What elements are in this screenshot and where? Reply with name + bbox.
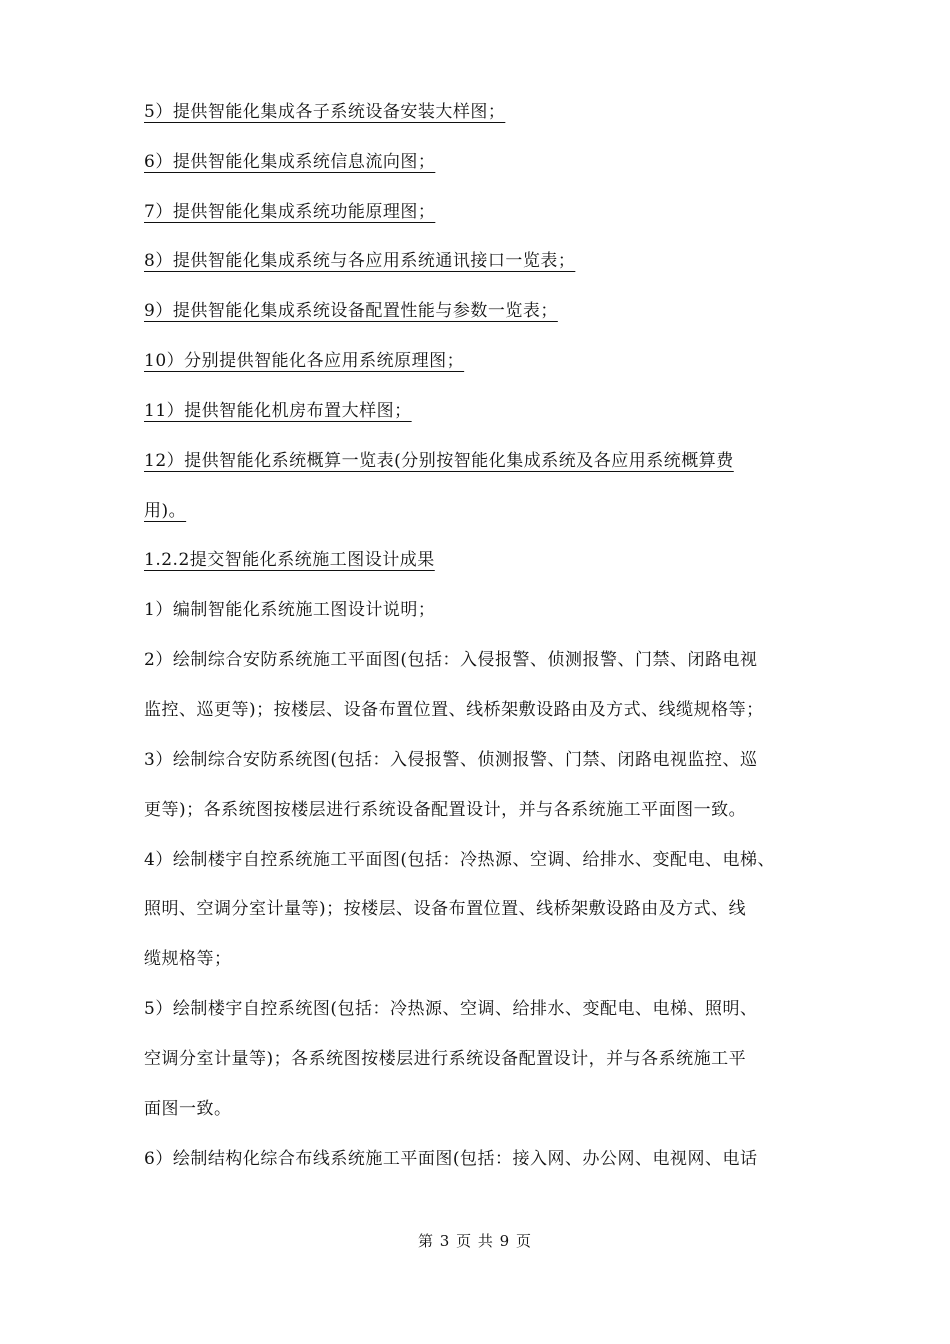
body-line-8: 缆规格等； — [144, 949, 232, 969]
body-line-1: 1）编制智能化系统施工图设计说明； — [144, 600, 436, 620]
list-item-6-info-flow: 6）提供智能化集成系统信息流向图； — [144, 152, 436, 172]
body-line-10: 空调分室计量等)；各系统图按楼层进行系统设备配置设计，并与各系统施工平 — [144, 1049, 747, 1069]
body-line-4: 3）绘制综合安防系统图(包括：入侵报警、侦测报警、门禁、闭路电视监控、巡 — [144, 750, 758, 770]
list-item-12-budget-table-cont: 用)。 — [144, 501, 187, 521]
list-item-5-equipment-detail: 5）提供智能化集成各子系统设备安装大样图； — [144, 102, 506, 122]
body-line-12: 6）绘制结构化综合布线系统施工平面图(包括：接入网、办公网、电视网、电话 — [144, 1149, 758, 1169]
list-item-8-interface-table: 8）提供智能化集成系统与各应用系统通讯接口一览表； — [144, 251, 576, 271]
list-item-7-function-principle: 7）提供智能化集成系统功能原理图； — [144, 202, 436, 222]
list-item-9-config-table: 9）提供智能化集成系统设备配置性能与参数一览表； — [144, 301, 558, 321]
body-line-9: 5）绘制楼宇自控系统图(包括：冷热源、空调、给排水、变配电、电梯、照明、 — [144, 999, 758, 1019]
list-item-12-budget-table: 12）提供智能化系统概算一览表(分别按智能化集成系统及各应用系统概算费 — [144, 451, 734, 471]
body-line-11: 面图一致。 — [144, 1099, 232, 1119]
body-line-3: 监控、巡更等)；按楼层、设备布置位置、线桥架敷设路由及方式、线缆规格等； — [144, 700, 764, 720]
body-line-7: 照明、空调分室计量等)；按楼层、设备布置位置、线桥架敷设路由及方式、线 — [144, 899, 747, 919]
list-item-10-subsystem-principle: 10）分别提供智能化各应用系统原理图； — [144, 351, 465, 371]
page-number-footer: 第 3 页 共 9 页 — [418, 1232, 532, 1250]
list-item-11-machine-room: 11）提供智能化机房布置大样图； — [144, 401, 412, 421]
body-line-2: 2）绘制综合安防系统施工平面图(包括：入侵报警、侦测报警、门禁、闭路电视 — [144, 650, 758, 670]
body-line-5: 更等)；各系统图按楼层进行系统设备配置设计，并与各系统施工平面图一致。 — [144, 800, 747, 820]
body-line-6: 4）绘制楼宇自控系统施工平面图(包括：冷热源、空调、给排水、变配电、电梯、 — [144, 850, 775, 870]
section-heading-1-2-2: 1.2.2提交智能化系统施工图设计成果 — [144, 550, 435, 570]
